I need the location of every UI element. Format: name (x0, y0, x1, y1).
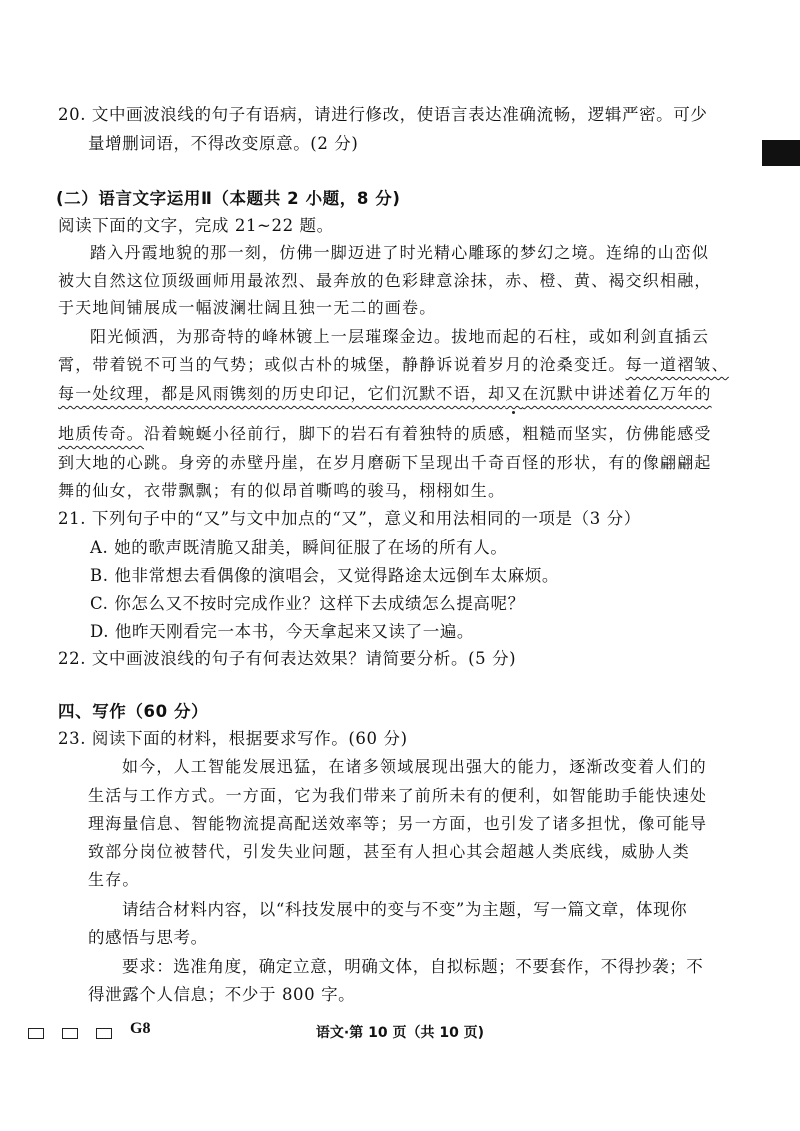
wavy-underlined-sentence-start: 每一道褶皱、 (625, 355, 729, 374)
passage-p2-line2 (58, 353, 729, 377)
footer-page-number: 语文·第 10 页（共 10 页) (315, 1025, 485, 1041)
wavy-underlined-sentence-end: 地质传奇。 (58, 424, 145, 443)
passage-p2-line1: 阳光倾洒，为那奇特的峰林镀上一层璀璨金边。拔地而起的石柱，或如利剑直插云 (90, 327, 710, 346)
q23-material-line5: 生存。 (88, 870, 140, 889)
passage-p2-line4 (58, 422, 718, 446)
q23-stem: 23. 阅读下面的材料，根据要求写作。(60 分) (58, 729, 408, 748)
q21-option-c: C. 你怎么又不按时完成作业？这样下去成绩怎么提高呢？ (90, 594, 525, 613)
page-edge-tab (762, 140, 800, 166)
q23-material-line4: 致部分岗位被替代，引发失业问题，甚至有人担心其会超越人类底线，威胁人类 (88, 842, 691, 861)
q21-stem: 21. 下列句子中的“又”与文中加点的“又”，意义和用法相同的一项是（3 分） (58, 509, 641, 528)
q20-line1: 20. 文中画波浪线的句子有语病，请进行修改，使语言表达准确流畅，逻辑严密。可少 (58, 105, 708, 124)
q21-option-b: B. 他非常想去看偶像的演唱会，又觉得路途太远倒车太麻烦。 (90, 566, 560, 585)
q23-task-line1: 请结合材料内容，以“科技发展中的变与不变”为主题，写一篇文章，体现你 (122, 900, 688, 919)
passage-p2-line4-plain: 沿着蜿蜒小径前行，脚下的岩石有着独特的质感，粗糙而坚实，仿佛能感受 (144, 424, 712, 443)
q23-material-line1: 如今，人工智能发展迅猛，在诸多领域展现出强大的能力，逐渐改变着人们的 (122, 757, 707, 776)
wavy-underlined-sentence-mid-b: 在沉默中讲述着亿万年的 (522, 384, 712, 403)
wavy-underlined-sentence-mid-a: 每一处纹理，都是风雨镌刻的历史印记，它们沉默不语，却 (58, 384, 506, 403)
page-footer (0, 1020, 800, 1050)
passage-p2-line2-plain: 霄，带着锐不可当的气势；或似古朴的城堡，静静诉说着岁月的沧桑变迁。 (58, 355, 626, 374)
passage-p1-line3: 于天地间铺展成一幅波澜壮阔且独一无二的画卷。 (58, 298, 437, 317)
passage-p1-line2: 被大自然这位顶级画师用最浓烈、最奔放的色彩肆意涂抹，赤、橙、黄、褐交织相融， (58, 271, 712, 290)
section2-heading: (二）语言文字运用Ⅱ（本题共 2 小题，8 分) (56, 189, 401, 208)
q21-option-d: D. 他昨天刚看完一本书，今天拿起来又读了一遍。 (90, 622, 475, 641)
q22-stem: 22. 文中画波浪线的句子有何表达效果？请简要分析。(5 分) (58, 649, 517, 668)
q23-material-line2: 生活与工作方式。一方面，它为我们带来了前所未有的便利，如智能助手能快速处 (88, 786, 708, 805)
q20-line2: 量增删词语，不得改变原意。(2 分) (88, 134, 359, 153)
passage-p2-line6: 舞的仙女，衣带飘飘；有的似昂首嘶鸣的骏马，栩栩如生。 (58, 481, 506, 500)
section4-heading: 四、写作（60 分） (58, 702, 209, 721)
passage-p1-line1: 踏入丹霞地貌的那一刻，仿佛一脚迈进了时光精心雕琢的梦幻之境。连绵的山峦似 (90, 243, 710, 262)
footer-code: G8 (130, 1020, 151, 1037)
section2-instruction: 阅读下面的文字，完成 21~22 题。 (58, 216, 334, 235)
passage-p2-line5: 到大地的心跳。身旁的赤壁丹崖，在岁月磨砺下呈现出千奇百怪的形状，有的像翩翩起 (58, 453, 712, 472)
q23-requirement-line2: 得泄露个人信息；不少于 800 字。 (88, 985, 356, 1004)
q23-material-line3: 理海量信息、智能物流提高配送效率等；另一方面，也引发了诸多担忧，像可能导 (88, 814, 708, 833)
dotted-character-you: 又 (505, 382, 522, 406)
q23-requirement-line1: 要求：选准角度，确定立意，明确文体，自拟标题；不要套作，不得抄袭；不 (122, 957, 704, 976)
passage-p2-line3 (58, 382, 718, 406)
q21-option-a: A. 她的歌声既清脆又甜美，瞬间征服了在场的所有人。 (90, 538, 508, 557)
q23-task-line2: 的感悟与思考。 (88, 928, 208, 947)
